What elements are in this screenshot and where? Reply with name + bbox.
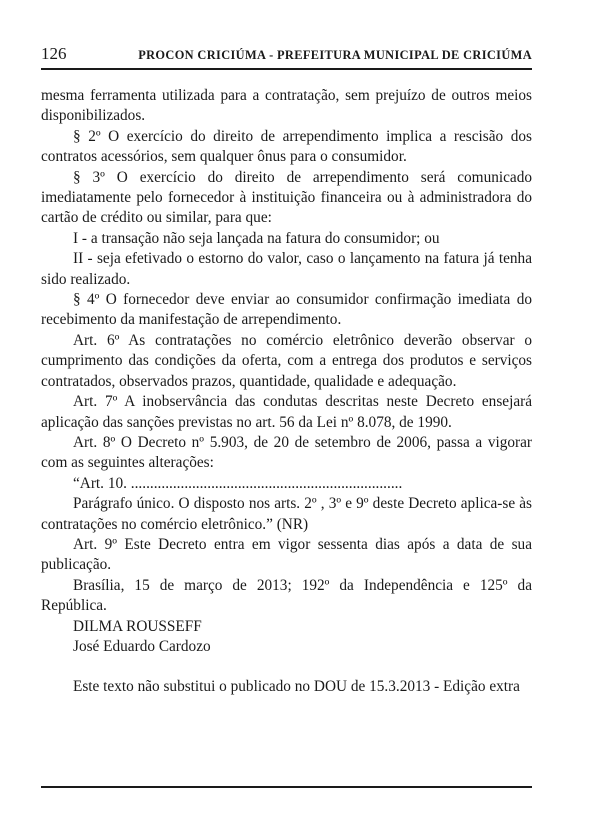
paragraph-art-10-quote: “Art. 10. ....................................................................... <box>73 474 403 492</box>
footer-rule <box>41 786 532 788</box>
paragraph-item-ii: II - seja efetivado o estorno do valor, caso o lançamento na fatura já tenha sido realizado. <box>41 250 532 288</box>
paragraph-art-8: Art. 8º O Decreto nº 5.903, de 20 de setembro de 2006, passa a vigorar com as seguintes alterações: <box>41 433 532 472</box>
paragraph-sole-paragraph: Parágrafo único. O disposto nos arts. 2º , 3º e 9º deste Decreto aplica-se às contratações no comércio eletrônico.” (NR) <box>41 495 532 533</box>
paragraph-section-2: § 2º O exercício do direito de arrependimento implica a rescisão dos contratos acessórios, sem qualquer ônus para o consumidor. <box>41 127 532 166</box>
signatory-president: DILMA ROUSSEFF <box>73 617 202 635</box>
paragraph-section-4: § 4º O fornecedor deve enviar ao consumidor confirmação imediata do recebimento da manifestação de arrependimento. <box>41 291 532 329</box>
publication-note: Este texto não substitui o publicado no DOU de 15.3.2013 - Edição extra <box>73 678 520 696</box>
paragraph-continuation: mesma ferramenta utilizada para a contratação, sem prejuízo de outros meios disponibilizados. <box>41 87 532 125</box>
page-number: 126 <box>41 44 67 63</box>
paragraph-item-i: I - a transação não seja lançada na fatura do consumidor; ou <box>73 229 440 247</box>
page-header <box>41 44 532 64</box>
paragraph-art-6: Art. 6º As contratações no comércio eletrônico deverão observar o cumprimento das condições da oferta, com a entrega dos produtos e serviços contratados, observados prazos, quantidade, qualidade e adequação. <box>41 331 532 390</box>
running-title: PROCON CRICIÚMA - PREFEITURA MUNICIPAL DE CRICIÚMA <box>138 48 532 62</box>
paragraph-art-7: Art. 7º A inobservância das condutas descritas neste Decreto ensejará aplicação das sanções previstas no art. 56 da Lei nº 8.078, de 1990. <box>41 393 532 431</box>
signatory-minister: José Eduardo Cardozo <box>73 637 211 655</box>
paragraph-art-9: Art. 9º Este Decreto entra em vigor sessenta dias após a data de sua publicação. <box>41 535 532 574</box>
header-rule <box>41 68 532 70</box>
paragraph-date-place: Brasília, 15 de março de 2013; 192º da Independência e 125º da República. <box>41 576 532 615</box>
paragraph-section-3: § 3º O exercício do direito de arrependimento será comunicado imediatamente pelo fornecedor à instituição financeira ou à administradora do cartão de crédito ou similar, para que: <box>41 168 532 227</box>
document-body <box>41 86 532 698</box>
